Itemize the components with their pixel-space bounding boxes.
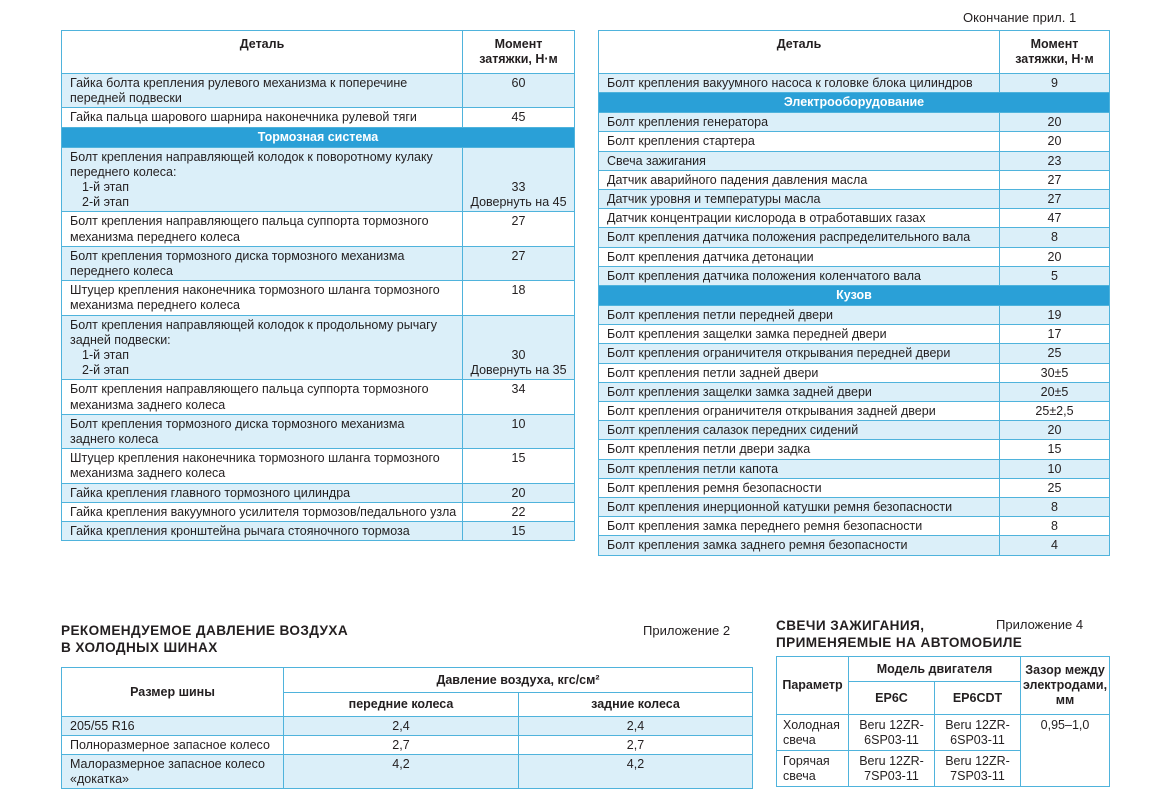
front-pressure: 4,2 xyxy=(284,755,519,789)
torque-value: 27 xyxy=(1000,170,1110,189)
torque-table-left xyxy=(61,30,575,541)
table-row xyxy=(62,380,575,414)
torque-value: 34 xyxy=(463,380,575,414)
header-ep6c: EP6C xyxy=(849,682,935,715)
table-row xyxy=(62,246,575,280)
part-cell: Гайка крепления кронштейна рычага стояночного тормоза xyxy=(62,522,463,541)
part-cell: Болт крепления тормозного диска тормозного механизма заднего колеса xyxy=(62,414,463,448)
table-row xyxy=(599,421,1110,440)
part-cell: Болт крепления направляющего пальца суппорта тормозного механизма переднего колеса xyxy=(62,212,463,246)
table-row xyxy=(62,483,575,502)
table-row xyxy=(599,344,1110,363)
part-cell: Болт крепления замка заднего ремня безопасности xyxy=(599,536,1000,555)
part-cell: Штуцер крепления наконечника тормозного шланга тормозного механизма заднего колеса xyxy=(62,449,463,483)
spark-plugs-table xyxy=(776,656,1110,787)
table-row xyxy=(62,281,575,315)
part-cell: Болт крепления стартера xyxy=(599,132,1000,151)
table-row xyxy=(599,170,1110,189)
part-cell: Болт крепления направляющей колодок к поворотному кулаку переднего колеса: 1-й этап 2-й этап xyxy=(62,147,463,212)
part-cell: Болт крепления петли двери задка xyxy=(599,440,1000,459)
part-cell: Болт крепления ремня безопасности xyxy=(599,478,1000,497)
part-cell: Болт крепления датчика положения коленчатого вала xyxy=(599,266,1000,285)
table-row xyxy=(62,74,575,108)
table-row xyxy=(599,306,1110,325)
ep6cdt-plug: Beru 12ZR- 6SP03-11 xyxy=(935,715,1021,751)
table-row xyxy=(599,132,1110,151)
table-row xyxy=(777,715,1110,751)
table-row xyxy=(62,502,575,521)
header-part: Деталь xyxy=(62,31,463,74)
tire-pressure-appendix: Приложение 2 xyxy=(643,623,731,638)
header-engine-model: Модель двигателя xyxy=(849,657,1021,682)
electrode-gap: 0,95–1,0 xyxy=(1021,715,1110,787)
tire-size-cell: Малоразмерное запасное колесо «докатка» xyxy=(62,755,284,789)
part-cell: Болт крепления петли задней двери xyxy=(599,363,1000,382)
ep6c-plug: Beru 12ZR- 7SP03-11 xyxy=(849,751,935,787)
torque-value: 20 xyxy=(1000,113,1110,132)
part-cell: Болт крепления петли передней двери xyxy=(599,306,1000,325)
torque-value: 30 Довернуть на 35 xyxy=(463,315,575,380)
torque-value: 9 xyxy=(1000,74,1110,93)
header-torque: Момент затяжки, Н·м xyxy=(463,31,575,74)
section-body: Кузов xyxy=(599,286,1110,306)
header-gap: Зазор между электродами, мм xyxy=(1021,657,1110,715)
header-rear: задние колеса xyxy=(519,693,753,717)
table-row xyxy=(599,190,1110,209)
table-row xyxy=(599,440,1110,459)
part-cell: Штуцер крепления наконечника тормозного шланга тормозного механизма переднего колеса xyxy=(62,281,463,315)
torque-value: 20±5 xyxy=(1000,382,1110,401)
part-cell: Гайка болта крепления рулевого механизма к поперечине передней подвески xyxy=(62,74,463,108)
torque-value: 4 xyxy=(1000,536,1110,555)
param-cell: Холодная свеча xyxy=(777,715,849,751)
part-cell: Болт крепления тормозного диска тормозного механизма переднего колеса xyxy=(62,246,463,280)
torque-value: 20 xyxy=(1000,421,1110,440)
part-cell: Болт крепления направляющего пальца суппорта тормозного механизма заднего колеса xyxy=(62,380,463,414)
torque-value: 15 xyxy=(463,449,575,483)
part-cell: Свеча зажигания xyxy=(599,151,1000,170)
part-cell: Болт крепления ограничителя открывания задней двери xyxy=(599,402,1000,421)
table-row xyxy=(62,717,753,736)
torque-value: 8 xyxy=(1000,228,1110,247)
part-cell: Болт крепления защелки замка передней двери xyxy=(599,325,1000,344)
front-pressure: 2,7 xyxy=(284,736,519,755)
table-row xyxy=(62,147,575,212)
part-cell: Болт крепления генератора xyxy=(599,113,1000,132)
torque-value: 10 xyxy=(1000,459,1110,478)
part-cell: Датчик аварийного падения давления масла xyxy=(599,170,1000,189)
table-row xyxy=(599,478,1110,497)
rear-pressure: 4,2 xyxy=(519,755,753,789)
table-row xyxy=(62,449,575,483)
torque-value: 25±2,5 xyxy=(1000,402,1110,421)
torque-value: 20 xyxy=(463,483,575,502)
param-cell: Горячая свеча xyxy=(777,751,849,787)
header-ep6cdt: EP6CDT xyxy=(935,682,1021,715)
header-torque: Момент затяжки, Н·м xyxy=(1000,31,1110,74)
table-row xyxy=(599,517,1110,536)
table-row xyxy=(62,108,575,127)
part-cell: Гайка пальца шарового шарнира наконечника рулевой тяги xyxy=(62,108,463,127)
header-part: Деталь xyxy=(599,31,1000,74)
torque-table-right xyxy=(598,30,1110,556)
part-cell: Болт крепления защелки замка задней двери xyxy=(599,382,1000,401)
header-pressure: Давление воздуха, кгс/см² xyxy=(284,668,753,693)
part-cell: Болт крепления датчика положения распределительного вала xyxy=(599,228,1000,247)
tire-size-cell: 205/55 R16 xyxy=(62,717,284,736)
torque-value: 20 xyxy=(1000,247,1110,266)
front-pressure: 2,4 xyxy=(284,717,519,736)
torque-value: 8 xyxy=(1000,517,1110,536)
spark-plugs-appendix: Приложение 4 xyxy=(996,617,1084,632)
header-param: Параметр xyxy=(777,657,849,715)
table-row xyxy=(599,363,1110,382)
torque-value: 27 xyxy=(463,212,575,246)
rear-pressure: 2,7 xyxy=(519,736,753,755)
part-cell: Болт крепления датчика детонации xyxy=(599,247,1000,266)
torque-value: 5 xyxy=(1000,266,1110,285)
table-row xyxy=(599,498,1110,517)
part-cell: Болт крепления инерционной катушки ремня безопасности xyxy=(599,498,1000,517)
part-cell: Болт крепления ограничителя открывания передней двери xyxy=(599,344,1000,363)
table-row xyxy=(599,459,1110,478)
part-cell: Гайка крепления главного тормозного цилиндра xyxy=(62,483,463,502)
table-row xyxy=(62,736,753,755)
table-row xyxy=(599,402,1110,421)
table-row xyxy=(599,113,1110,132)
table-row xyxy=(599,325,1110,344)
appendix-caption: Окончание прил. 1 xyxy=(963,10,1077,25)
torque-value: 25 xyxy=(1000,478,1110,497)
ep6c-plug: Beru 12ZR- 6SP03-11 xyxy=(849,715,935,751)
torque-value: 20 xyxy=(1000,132,1110,151)
tire-pressure-table xyxy=(61,667,753,789)
torque-value: 8 xyxy=(1000,498,1110,517)
table-row xyxy=(62,522,575,541)
table-row xyxy=(62,414,575,448)
table-row xyxy=(599,74,1110,93)
torque-value: 27 xyxy=(463,246,575,280)
header-front: передние колеса xyxy=(284,693,519,717)
part-cell: Болт крепления вакуумного насоса к головке блока цилиндров xyxy=(599,74,1000,93)
torque-value: 47 xyxy=(1000,209,1110,228)
torque-value: 33 Довернуть на 45 xyxy=(463,147,575,212)
table-row xyxy=(599,266,1110,285)
rear-pressure: 2,4 xyxy=(519,717,753,736)
table-row xyxy=(599,209,1110,228)
torque-value: 23 xyxy=(1000,151,1110,170)
table-row xyxy=(599,151,1110,170)
table-row xyxy=(62,212,575,246)
torque-value: 18 xyxy=(463,281,575,315)
table-row xyxy=(599,228,1110,247)
torque-value: 22 xyxy=(463,502,575,521)
table-row xyxy=(599,247,1110,266)
part-cell: Болт крепления петли капота xyxy=(599,459,1000,478)
part-cell: Гайка крепления вакуумного усилителя тормозов/педального узла xyxy=(62,502,463,521)
torque-value: 30±5 xyxy=(1000,363,1110,382)
table-row xyxy=(62,755,753,789)
tire-pressure-title: РЕКОМЕНДУЕМОЕ ДАВЛЕНИЕ ВОЗДУХА В ХОЛОДНЫХ ШИНАХ xyxy=(61,623,349,655)
torque-value: 25 xyxy=(1000,344,1110,363)
header-tire-size: Размер шины xyxy=(62,668,284,717)
torque-value: 15 xyxy=(463,522,575,541)
part-cell: Датчик концентрации кислорода в отработавших газах xyxy=(599,209,1000,228)
part-cell: Болт крепления направляющей колодок к продольному рычагу задней подвески: 1-й этап 2-й этап xyxy=(62,315,463,380)
table-row xyxy=(599,536,1110,555)
torque-value: 19 xyxy=(1000,306,1110,325)
torque-value: 10 xyxy=(463,414,575,448)
torque-value: 60 xyxy=(463,74,575,108)
section-brakes: Тормозная система xyxy=(62,127,575,147)
torque-value: 17 xyxy=(1000,325,1110,344)
spark-plugs-title: СВЕЧИ ЗАЖИГАНИЯ, ПРИМЕНЯЕМЫЕ НА АВТОМОБИЛЕ xyxy=(776,618,1023,650)
ep6cdt-plug: Beru 12ZR- 7SP03-11 xyxy=(935,751,1021,787)
table-row xyxy=(62,315,575,380)
torque-value: 45 xyxy=(463,108,575,127)
torque-value: 27 xyxy=(1000,190,1110,209)
part-cell: Датчик уровня и температуры масла xyxy=(599,190,1000,209)
section-electrical: Электрооборудование xyxy=(599,93,1110,113)
table-row xyxy=(599,382,1110,401)
part-cell: Болт крепления замка переднего ремня безопасности xyxy=(599,517,1000,536)
torque-value: 15 xyxy=(1000,440,1110,459)
part-cell: Болт крепления салазок передних сидений xyxy=(599,421,1000,440)
tire-size-cell: Полноразмерное запасное колесо xyxy=(62,736,284,755)
